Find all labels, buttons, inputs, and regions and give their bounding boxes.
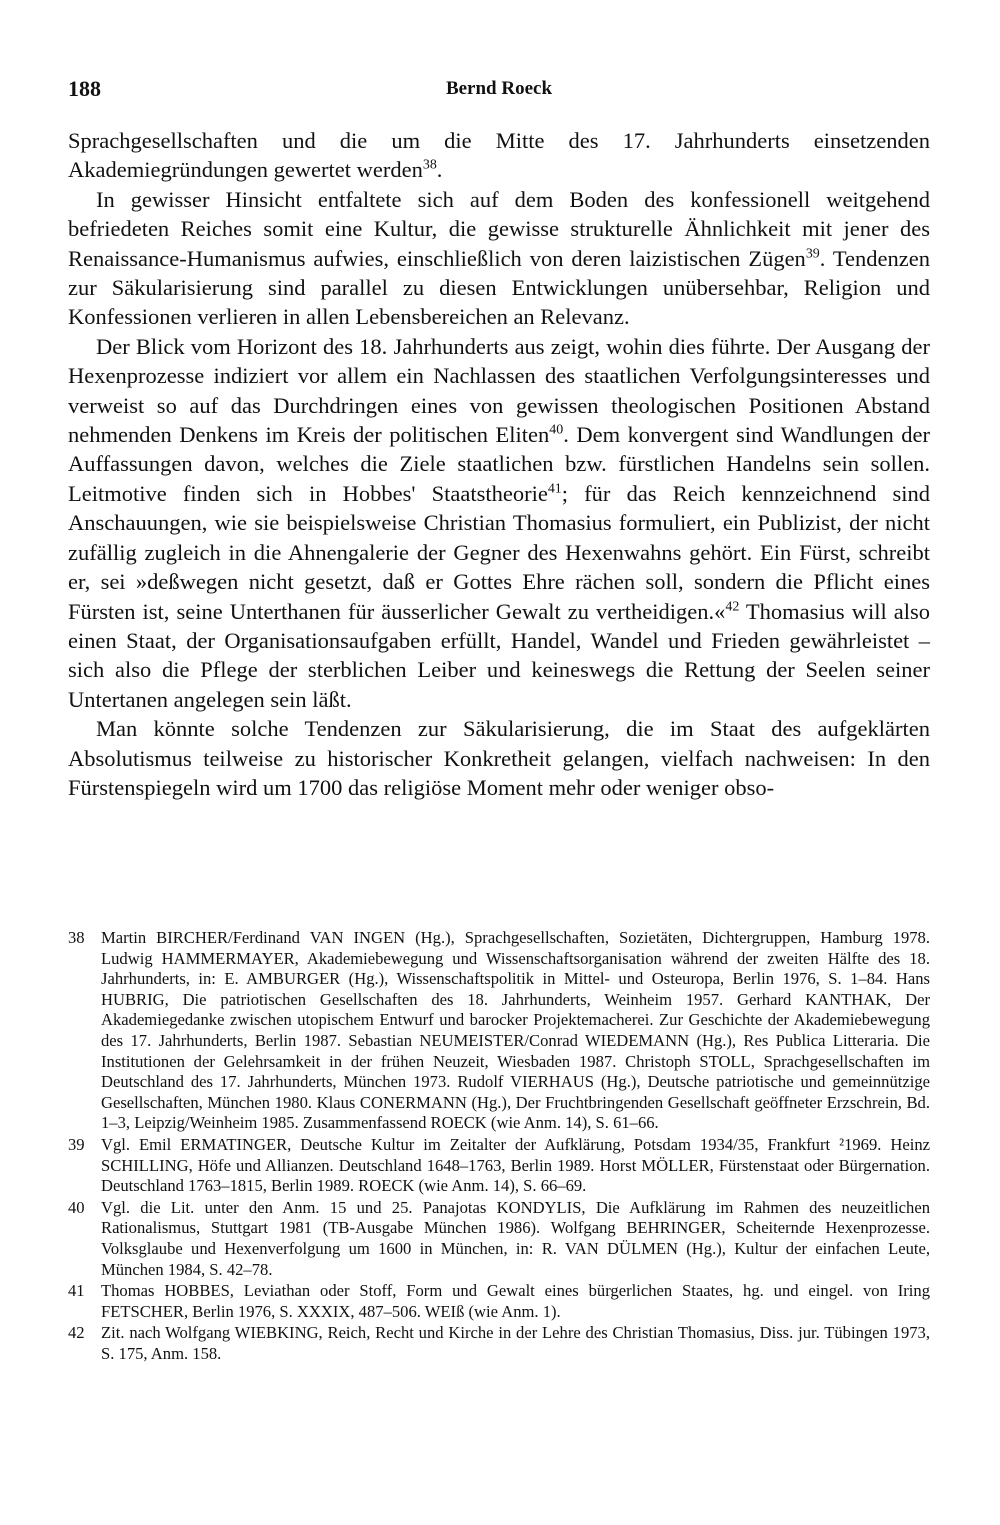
footnote-41: [68, 1281, 930, 1322]
footnote-ref-38: 38: [422, 157, 437, 173]
footnote-text: Vgl. die Lit. unter den Anm. 15 und 25. Panajotas KONDYLIS, Die Aufklärung im Rahmen des neuzeitlichen Rationalismus, Stuttgart 1981 (TB-Ausgabe München 1986). Wolfgang BEHRINGER, Scheiternde Hexenprozesse. Volksglaube und Hexenverfolgung um 1600 in München, in: R. VAN DÜLMEN (Hg.), Kultur der einfachen Leute, München 1984, S. 42–78.: [101, 1197, 930, 1279]
footnote-ref-41: 41: [547, 481, 562, 497]
footnote-number: 40: [68, 1197, 85, 1217]
running-head: Bernd Roeck: [445, 78, 553, 99]
paragraph-2: [68, 185, 930, 332]
document-page: [68, 70, 931, 1363]
footnote-number: 41: [68, 1281, 85, 1301]
footnote-text: Zit. nach Wolfgang WIEBKING, Reich, Recht und Kirche in der Lehre des Christian Thomasius, Diss. jur. Tübingen 1973, S. 175, Anm. 158.: [101, 1323, 930, 1363]
main-text: [68, 126, 930, 802]
footnote-ref-39: 39: [805, 246, 820, 262]
paragraph-text: Sprachgesellschaften und die um die Mitte des 17. Jahrhunderts einsetzenden Akademiegründungen gewertet werden: [68, 128, 930, 183]
paragraph-3: [68, 332, 930, 714]
paragraph-text: ; für das Reich kennzeichnend sind Anschauungen, wie sie beispielsweise Christian Thomasius formuliert, ein Publizist, der nicht zufällig zugleich in die Ahnengalerie der Gegner des Hexenwahns gehört. Ein Fürst, schreibt er, sei »deßwegen nicht gesetzt, daß er Gottes Ehre rächen soll, sondern die Pflicht eines Fürsten ist, seine Unterthanen für äusserlicher Gewalt zu vertheidigen.«: [68, 480, 930, 624]
paragraph-text: . Dem konvergent sind Wandlungen der Auffassungen davon, welches die Ziele staatlichen bzw. fürstlichen Handelns sein sollen. Leitmotive finden sich in Hobbes' Staatstheorie: [68, 422, 931, 506]
footnote-number: 39: [68, 1134, 85, 1154]
footnote-number: 42: [68, 1323, 85, 1343]
footnote-38: [68, 928, 930, 1134]
footnote-39: [68, 1135, 930, 1197]
footnote-text: Thomas HOBBES, Leviathan oder Stoff, Form und Gewalt eines bürgerlichen Staates, hg. und eingel. von Iring FETSCHER, Berlin 1976, S. XXXIX, 487–506. WEIß (wie Anm. 1).: [101, 1281, 930, 1321]
page-number: 188: [68, 76, 101, 101]
footnote-ref-40: 40: [549, 422, 564, 438]
footnotes: [68, 928, 930, 1365]
footnote-ref-42: 42: [725, 599, 740, 614]
footnote-42: [68, 1323, 930, 1364]
footnote-text: Martin BIRCHER/Ferdinand VAN INGEN (Hg.), Sprachgesellschaften, Sozietäten, Dichtergruppen, Hamburg 1978. Ludwig HAMMERMAYER, Akademiebewegung und Wissenschaftsorganisation während der zweiten Hälfte des 18. Jahrhunderts, in: E. AMBURGER (Hg.), Wissenschaftspolitik in Mittel- und Osteuropa, Berlin 1976, S. 1–84. Hans HUBRIG, Die patriotischen Gesellschaften des 18. Jahrhunderts, Weinheim 1957. Gerhard KANTHAK, Der Akademiegedanke zwischen utopischem Entwurf und barocker Projektemacherei. Zur Geschichte der Akademiebewegung des 17. Jahrhunderts, Berlin 1987. Sebastian NEUMEISTER/Conrad WIEDEMANN (Hg.), Res Publica Litteraria. Die Institutionen der Gelehrsamkeit in der frühen Neuzeit, Wiesbaden 1987. Christoph STOLL, Sprachgesellschaften im Deutschland des 17. Jahrhunderts, München 1973. Rudolf VIERHAUS (Hg.), Deutsche patriotische und gemeinnützige Gesellschaften, München 1980. Klaus CONERMANN (Hg.), Der Fruchtbringenden Gesellschaft geöffneter Erzschrein, Bd. 1–3, Leipzig/Weinheim 1985. Zusammenfassend ROECK (wie Anm. 14), S. 61–66.: [101, 928, 930, 1133]
paragraph-text: .: [436, 157, 443, 183]
paragraph-text: Man könnte solche Tendenzen zur Säkularisierung, die im Staat des aufgeklärten Absolutismus teilweise zu historischer Konkretheit gelangen, vielfach nachweisen: In den Fürstenspiegeln wird um 1700 das religiöse Moment mehr oder weniger obso-: [68, 716, 930, 800]
paragraph-1: [68, 126, 930, 185]
paragraph-text: In gewisser Hinsicht entfaltete sich auf dem Boden des konfessionell weitgehend befriedeten Reiches somit eine Kultur, die gewisse strukturelle Ähnlichkeit mit jener des Renaissance-Humanismus aufwies, einschließlich von deren laizistischen Zügen: [68, 186, 930, 271]
page-header: [68, 70, 930, 110]
footnote-text: Vgl. Emil ERMATINGER, Deutsche Kultur im Zeitalter der Aufklärung, Potsdam 1934/35, Frankfurt ²1969. Heinz SCHILLING, Höfe und Allianzen. Deutschland 1648–1763, Berlin 1989. Horst MÖLLER, Fürstenstaat oder Bürgernation. Deutschland 1763–1815, Berlin 1989. ROECK (wie Anm. 14), S. 66–69.: [101, 1134, 930, 1196]
footnote-number: 38: [68, 928, 85, 947]
paragraph-text: Thomasius will also einen Staat, der Organisationsaufgaben erfüllt, Handel, Wandel und Frieden gewährleistet – sich also die Pflege der sterblichen Leiber und keineswegs die Rettung der Seelen seiner Untertanen angelegen sein läßt.: [68, 598, 930, 712]
footnote-40: [68, 1198, 930, 1280]
paragraph-text: Der Blick vom Horizont des 18. Jahrhunderts aus zeigt, wohin dies führte. Der Ausgang der Hexenprozesse indiziert vor allem ein Nachlassen des staatlichen Verfolgungsinteresses und verweist so auf das Durchdringen eines von gewissen theologischen Positionen Abstand nehmenden Denkens im Kreis der politischen Eliten: [68, 333, 930, 448]
paragraph-4: [68, 714, 930, 802]
paragraph-text: . Tendenzen zur Säkularisierung sind parallel zu diesen Entwicklungen unübersehbar, Religion und Konfessionen verlieren in allen Lebensbereichen an Relevanz.: [68, 245, 930, 330]
